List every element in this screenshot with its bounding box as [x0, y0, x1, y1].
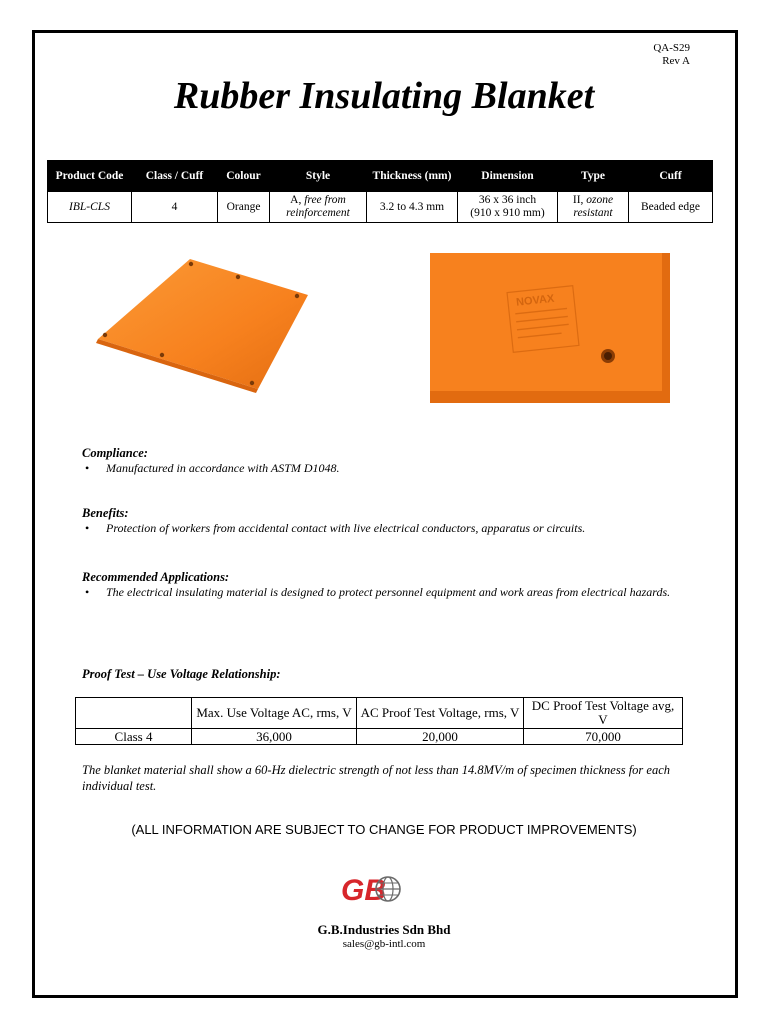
proof-header-ac-proof: AC Proof Test Voltage, rms, V: [357, 698, 524, 729]
header-type: Type: [558, 161, 629, 192]
proof-test-table: [75, 697, 683, 745]
header-cuff: Cuff: [629, 161, 713, 192]
doc-revision: Rev A: [662, 55, 690, 67]
cell-type: [558, 192, 629, 223]
product-code-value: IBL-CLS: [69, 200, 110, 213]
spec-table-header-row: [48, 161, 713, 192]
dimension-mm: (910 x 910 mm): [470, 207, 545, 219]
compliance-list: [82, 461, 692, 476]
style-main: A,: [290, 194, 302, 206]
header-product-code: Product Code: [48, 161, 132, 192]
blanket-photo: [92, 255, 314, 393]
disclaimer: (ALL INFORMATION ARE SUBJECT TO CHANGE FOR PRODUCT IMPROVEMENTS): [131, 822, 637, 837]
proof-header-empty: [76, 698, 192, 729]
header-style: Style: [270, 161, 367, 192]
table-row: [76, 729, 683, 745]
cell-cuff: Beaded edge: [629, 192, 713, 223]
proof-cell-dc-proof: 70,000: [524, 729, 683, 745]
spec-table: [47, 160, 713, 223]
cell-dimension: [458, 192, 558, 223]
doc-code-number: QA-S29: [653, 42, 690, 54]
proof-header-dc-proof: DC Proof Test Voltage avg, V: [524, 698, 683, 729]
applications-heading: Recommended Applications:: [82, 570, 230, 584]
cell-class-cuff: 4: [132, 192, 218, 223]
company-logo: [339, 872, 403, 911]
cell-style: [270, 192, 367, 223]
type-main: II,: [572, 194, 584, 206]
proof-header-max-use: Max. Use Voltage AC, rms, V: [192, 698, 357, 729]
proof-cell-max-use: 36,000: [192, 729, 357, 745]
applications-list: [82, 585, 692, 600]
compliance-section: [82, 446, 692, 476]
proof-cell-class: Class 4: [76, 729, 192, 745]
proof-table-header-row: [76, 698, 683, 729]
benefits-section: [82, 506, 692, 536]
benefits-heading: Benefits:: [82, 506, 129, 520]
list-item: • The electrical insulating material is designed to protect personnel equipment and work areas from electrical hazards.: [82, 585, 692, 600]
logo-text: GB: [341, 874, 386, 906]
page-title: Rubber Insulating Blanket: [173, 75, 595, 117]
header-thickness: Thickness (mm): [367, 161, 458, 192]
table-row: [48, 192, 713, 223]
blanket-closeup-photo: [430, 253, 670, 403]
proof-test-heading: Proof Test – Use Voltage Relationship:: [82, 667, 281, 681]
list-item: • Manufactured in accordance with ASTM D1048.: [82, 461, 692, 476]
type-note: ozone resistant: [573, 194, 614, 219]
cell-product-code: [48, 192, 132, 223]
dielectric-note: The blanket material shall show a 60-Hz dielectric strength of not less than 14.8MV/m of specimen thickness for each individual test.: [82, 763, 671, 793]
header-colour: Colour: [218, 161, 270, 192]
list-item: • Protection of workers from accidental contact with live electrical conductors, apparatus or circuits.: [82, 521, 692, 536]
benefits-list: [82, 521, 692, 536]
applications-section: [82, 570, 692, 600]
dimension-inch: 36 x 36 inch: [478, 194, 537, 206]
proof-cell-ac-proof: 20,000: [357, 729, 524, 745]
header-class-cuff: Class / Cuff: [132, 161, 218, 192]
company-email[interactable]: sales@gb-intl.com: [342, 938, 426, 950]
document-code: [653, 42, 690, 68]
style-note: free from reinforcement: [286, 194, 350, 219]
company-name: G.B.Industries Sdn Bhd: [317, 922, 451, 937]
cell-thickness: 3.2 to 4.3 mm: [367, 192, 458, 223]
proof-test-section: [82, 667, 692, 682]
header-dimension: Dimension: [458, 161, 558, 192]
cell-colour: Orange: [218, 192, 270, 223]
globe-icon: [376, 877, 400, 901]
closeup-stamp-text: NOVAX: [515, 292, 555, 309]
compliance-heading: Compliance:: [82, 446, 148, 460]
